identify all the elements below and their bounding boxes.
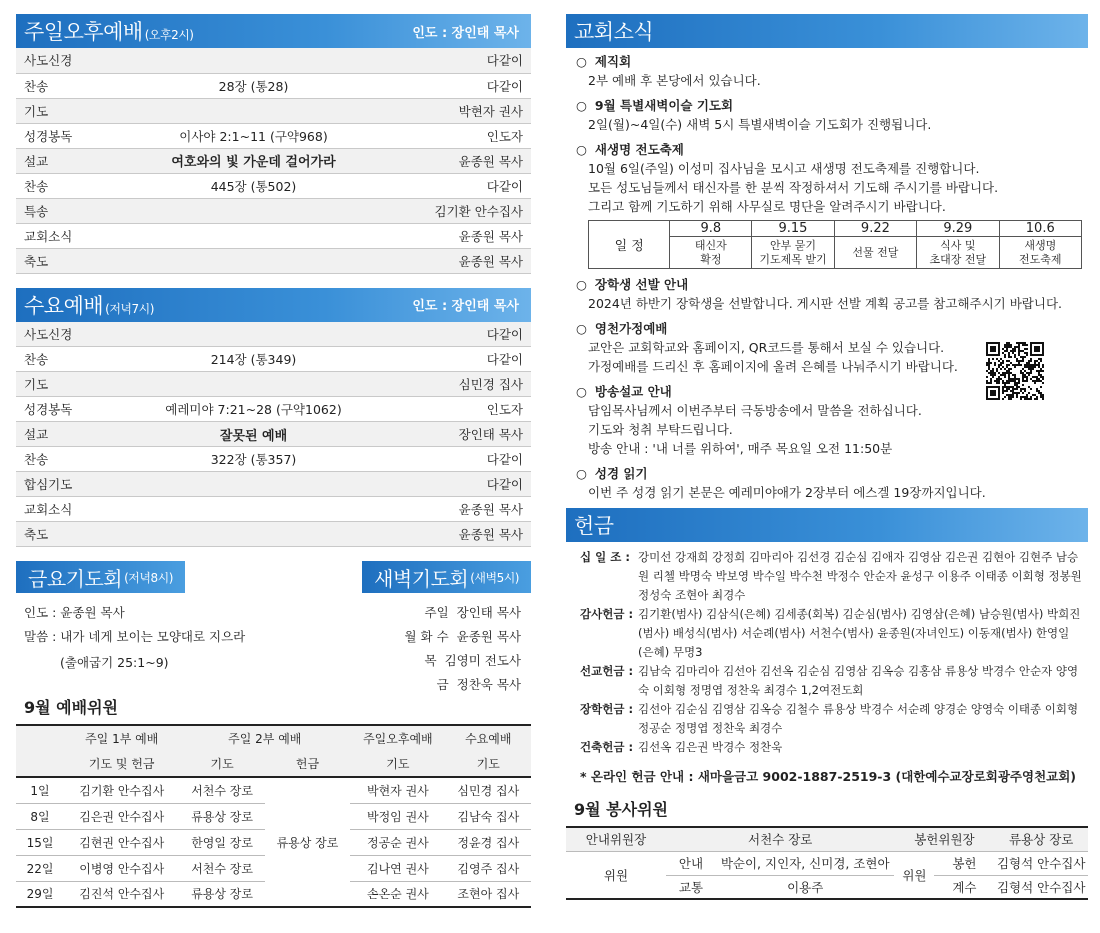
order-item: 성경봉독 bbox=[16, 397, 126, 422]
order-item: 교회소식 bbox=[16, 497, 126, 522]
order-person: 윤종원 목사 bbox=[381, 497, 531, 522]
order-person: 윤종원 목사 bbox=[381, 522, 531, 547]
qr-code-icon[interactable] bbox=[986, 342, 1044, 400]
schedule-label: 일 정 bbox=[589, 221, 670, 269]
offer-head: 봉헌위원장 bbox=[894, 827, 994, 851]
offering-type: 감사헌금 : bbox=[580, 607, 634, 621]
offering-type: 십 일 조 : bbox=[580, 550, 630, 564]
schedule-date: 10.6 bbox=[999, 221, 1081, 237]
offer-chief: 류용상 장로 bbox=[994, 827, 1088, 851]
news-line: 가정예배를 드리신 후 홈페이지에 올려 은혜를 나눠주시기 바랍니다. bbox=[588, 359, 958, 374]
order-row bbox=[16, 422, 531, 447]
order-item: 교회소식 bbox=[16, 223, 126, 248]
order-row bbox=[16, 322, 531, 347]
order-person: 윤종원 목사 bbox=[381, 248, 531, 273]
offering-row bbox=[580, 662, 1082, 700]
order-item: 사도신경 bbox=[16, 322, 126, 347]
col-sunday-2: 주일 2부 예배 bbox=[179, 725, 350, 751]
order-item: 축도 bbox=[16, 522, 126, 547]
staff-cell: 손온순 권사 bbox=[350, 881, 445, 907]
order-person: 다같이 bbox=[381, 173, 531, 198]
offering-row bbox=[580, 548, 1082, 605]
news-item-title: ○ 성경 읽기 bbox=[576, 464, 1082, 483]
member-label: 위원 bbox=[894, 851, 934, 899]
schedule-event: 태신자 확정 bbox=[670, 237, 752, 269]
service-staff-table bbox=[566, 826, 1088, 900]
order-person: 다같이 bbox=[381, 472, 531, 497]
schedule-date: 9.29 bbox=[917, 221, 999, 237]
staff-cell: 심민경 집사 bbox=[446, 777, 531, 803]
news-line: 2024년 하반기 장학생을 선발합니다. 게시판 선발 계획 공고를 참고해주시기 바랍니다. bbox=[588, 296, 1062, 311]
schedule-date: 9.15 bbox=[752, 221, 834, 237]
order-item: 사도신경 bbox=[16, 48, 126, 73]
order-content bbox=[126, 223, 381, 248]
order-item: 찬송 bbox=[16, 447, 126, 472]
order-row bbox=[16, 148, 531, 173]
news-line: 방송 안내 : '내 너를 위하여', 매주 목요일 오전 11:50분 bbox=[588, 441, 893, 456]
order-content: 214장 (통349) bbox=[126, 347, 381, 372]
order-content bbox=[126, 98, 381, 123]
news-line: 모든 성도님들께서 태신자를 한 분씩 작정하셔서 기도해 주시기를 바랍니다. bbox=[588, 180, 999, 195]
staff-cell: 1일 bbox=[16, 777, 64, 803]
worship-staff-title: 9월 예배위원 bbox=[24, 698, 118, 717]
staff-cell: 김영주 집사 bbox=[446, 855, 531, 881]
friday-word: 말씀 : 내가 네게 보이는 모양대로 지으라 bbox=[24, 629, 246, 644]
offering-type: 장학헌금 : bbox=[580, 702, 634, 716]
order-row bbox=[16, 347, 531, 372]
staff-cell: 서천수 장로 bbox=[179, 777, 264, 803]
offer-name: 김형석 안수집사 bbox=[994, 851, 1088, 875]
prayer-headers bbox=[16, 561, 531, 593]
offering-row bbox=[580, 738, 1082, 757]
guide-chief: 서천수 장로 bbox=[666, 827, 894, 851]
schedule-event: 선물 전달 bbox=[834, 237, 916, 269]
staff-cell: 김은권 안수집사 bbox=[64, 803, 179, 829]
order-row bbox=[16, 123, 531, 148]
order-item: 기도 bbox=[16, 98, 126, 123]
order-person: 인도자 bbox=[381, 397, 531, 422]
subhead: 헌금 bbox=[265, 751, 350, 777]
schedule-event: 안부 묻기 기도제목 받기 bbox=[752, 237, 834, 269]
news-line: 기도와 청취 부탁드립니다. bbox=[588, 422, 733, 437]
order-item: 합심기도 bbox=[16, 472, 126, 497]
order-row bbox=[16, 48, 531, 73]
staff-cell: 김나연 권사 bbox=[350, 855, 445, 881]
staff-cell: 한영일 장로 bbox=[179, 829, 264, 855]
order-content bbox=[126, 472, 381, 497]
subhead: 기도 및 헌금 bbox=[64, 751, 179, 777]
order-row bbox=[16, 198, 531, 223]
schedule-event: 식사 및 초대장 전달 bbox=[917, 237, 999, 269]
staff-cell: 22일 bbox=[16, 855, 64, 881]
offering-row bbox=[580, 605, 1082, 662]
news-line: 2일(월)~4일(수) 새벽 5시 특별새벽이슬 기도회가 진행됩니다. bbox=[588, 117, 932, 132]
order-content bbox=[126, 372, 381, 397]
table-row bbox=[16, 777, 531, 803]
order-content: 여호와의 빛 가운데 걸어가라 bbox=[126, 148, 381, 173]
friday-leader: 인도 : 윤종원 목사 bbox=[24, 605, 125, 620]
wednesday-order bbox=[16, 322, 531, 548]
news-list bbox=[566, 48, 1088, 502]
guide-head: 안내위원장 bbox=[566, 827, 666, 851]
traffic-name: 이용주 bbox=[716, 875, 894, 899]
dawn-row: 목 김영미 전도사 bbox=[424, 653, 521, 668]
schedule-date: 9.8 bbox=[670, 221, 752, 237]
order-content: 이사야 2:1~11 (구약968) bbox=[126, 123, 381, 148]
friday-reference: (출애굽기 25:1~9) bbox=[60, 655, 169, 670]
order-content bbox=[126, 48, 381, 73]
news-header bbox=[566, 14, 1088, 48]
offering-names: 김선옥 김은권 박경수 정찬욱 bbox=[638, 740, 783, 754]
news-item-title: ○ 방송설교 안내 bbox=[576, 382, 1082, 401]
staff-cell: 서천수 장로 bbox=[179, 855, 264, 881]
order-row bbox=[16, 98, 531, 123]
order-row bbox=[16, 173, 531, 198]
order-item: 설교 bbox=[16, 422, 126, 447]
order-person: 다같이 bbox=[381, 447, 531, 472]
traffic-label: 교통 bbox=[666, 875, 716, 899]
news-item-title: ○ 영천가정예배 bbox=[576, 319, 1082, 338]
col-wednesday: 수요예배 bbox=[446, 725, 531, 751]
offering-type: 선교헌금 : bbox=[580, 664, 634, 678]
news-item-title: ○ 제직회 bbox=[576, 52, 1082, 71]
order-person: 다같이 bbox=[381, 322, 531, 347]
order-row bbox=[16, 447, 531, 472]
news-item-title: ○ 새생명 전도축제 bbox=[576, 140, 1082, 159]
order-item: 특송 bbox=[16, 198, 126, 223]
offering-names: 강미선 강재희 강정희 김마리아 김선경 김순심 김애자 김영삼 김은권 김현아 김현주 남승원 리첼 박명숙 박보영 박수일 박수천 박정수 안순자 윤성구 이용주 이태종 이회형 정봉원 정성숙 조현아 최경수 bbox=[638, 550, 1082, 602]
prayer-details bbox=[16, 593, 531, 692]
order-item: 찬송 bbox=[16, 173, 126, 198]
staff-cell: 김현권 안수집사 bbox=[64, 829, 179, 855]
order-item: 찬송 bbox=[16, 347, 126, 372]
right-column bbox=[566, 14, 1088, 900]
offer-label: 봉헌 bbox=[934, 851, 994, 875]
offering-names: 김남숙 김마리아 김선아 김선옥 김순심 김영삼 김옥승 김홍삼 류용상 박경수 안순자 양영숙 이회형 정명엽 정찬욱 최경수 1,2여전도회 bbox=[638, 664, 1079, 697]
news-title: 교회소식 bbox=[574, 20, 654, 44]
dawn-row: 월 화 수 윤종원 목사 bbox=[404, 629, 521, 644]
order-row bbox=[16, 73, 531, 98]
sunday-pm-leader: 인도 : 장인태 목사 bbox=[412, 25, 519, 41]
subhead: 기도 bbox=[179, 751, 264, 777]
order-row bbox=[16, 522, 531, 547]
col-sunday-1: 주일 1부 예배 bbox=[64, 725, 179, 751]
friday-title: 금요기도회 (저녁8시) bbox=[16, 561, 185, 593]
staff-cell: 류용상 장로 bbox=[179, 881, 264, 907]
news-line: 이번 주 성경 읽기 본문은 예레미야애가 2장부터 에스겔 19장까지입니다. bbox=[588, 485, 986, 500]
col-sunday-pm: 주일오후예배 bbox=[350, 725, 445, 751]
staff-cell: 박현자 권사 bbox=[350, 777, 445, 803]
staff-cell: 조현아 집사 bbox=[446, 881, 531, 907]
order-item: 설교 bbox=[16, 148, 126, 173]
order-item: 찬송 bbox=[16, 73, 126, 98]
schedule-event: 새생명 전도축제 bbox=[999, 237, 1081, 269]
order-row bbox=[16, 397, 531, 422]
member-label: 위원 bbox=[566, 851, 666, 899]
order-person: 박현자 권사 bbox=[381, 98, 531, 123]
offering-list bbox=[566, 542, 1088, 757]
subhead: 기도 bbox=[350, 751, 445, 777]
sunday-pm-header bbox=[16, 14, 531, 48]
staff-cell: 김기환 안수집사 bbox=[64, 777, 179, 803]
evangelism-schedule bbox=[588, 220, 1082, 269]
order-person: 심민경 집사 bbox=[381, 372, 531, 397]
offering-header bbox=[566, 508, 1088, 542]
order-person: 장인태 목사 bbox=[381, 422, 531, 447]
dawn-row: 금 정찬욱 목사 bbox=[436, 677, 521, 692]
order-person: 윤종원 목사 bbox=[381, 223, 531, 248]
news-item-title: ○ 장학생 선발 안내 bbox=[576, 275, 1082, 294]
offering-type: 건축헌금 : bbox=[580, 740, 634, 754]
wednesday-leader: 인도 : 장인태 목사 bbox=[412, 299, 519, 314]
staff-cell: 15일 bbox=[16, 829, 64, 855]
order-content bbox=[126, 497, 381, 522]
staff-cell: 29일 bbox=[16, 881, 64, 907]
order-row bbox=[16, 497, 531, 522]
news-item bbox=[576, 96, 1082, 134]
order-content: 28장 (통28) bbox=[126, 73, 381, 98]
offering-person: 류용상 장로 bbox=[265, 777, 350, 907]
order-person: 윤종원 목사 bbox=[381, 148, 531, 173]
sunday-pm-title: 주일오후예배 (오후2시) bbox=[24, 20, 194, 44]
staff-cell: 정공순 권사 bbox=[350, 829, 445, 855]
guide-label: 안내 bbox=[666, 851, 716, 875]
order-content: 잘못된 예배 bbox=[126, 422, 381, 447]
order-item: 성경봉독 bbox=[16, 123, 126, 148]
subhead: 기도 bbox=[446, 751, 531, 777]
news-line: 담임목사님께서 이번주부터 극동방송에서 말씀을 전하십니다. bbox=[588, 403, 922, 418]
order-content bbox=[126, 322, 381, 347]
staff-cell: 류용상 장로 bbox=[179, 803, 264, 829]
order-item: 축도 bbox=[16, 248, 126, 273]
staff-cell: 김남숙 집사 bbox=[446, 803, 531, 829]
order-person: 인도자 bbox=[381, 123, 531, 148]
order-content: 예레미야 7:21~28 (구약1062) bbox=[126, 397, 381, 422]
order-person: 다같이 bbox=[381, 48, 531, 73]
guide-names: 박순이, 지인자, 신미경, 조현아 bbox=[716, 851, 894, 875]
offering-names: 김선아 김순심 김영삼 김옥승 김철수 류용상 박경수 서순례 양경순 양영숙 이태종 이회형 정공순 정명엽 정찬욱 최경수 bbox=[638, 702, 1079, 735]
news-item bbox=[576, 140, 1082, 269]
wednesday-title: 수요예배 (저녁7시) bbox=[24, 293, 154, 318]
news-line: 교안은 교회학교와 홈페이지, QR코드를 통해서 보실 수 있습니다. bbox=[588, 340, 945, 355]
news-line: 10월 6일(주일) 이성미 집사님을 모시고 새생명 전도축제를 진행합니다. bbox=[588, 161, 980, 176]
online-offering-note: * 온라인 헌금 안내 : 새마을금고 9002-1887-2519-3 (대한예수교장로회광주영천교회) bbox=[580, 769, 1077, 784]
order-content bbox=[126, 248, 381, 273]
order-content: 445장 (통502) bbox=[126, 173, 381, 198]
worship-staff-table bbox=[16, 724, 531, 908]
news-line: 2부 예배 후 본당에서 있습니다. bbox=[588, 73, 761, 88]
staff-cell: 8일 bbox=[16, 803, 64, 829]
staff-cell: 박정임 권사 bbox=[350, 803, 445, 829]
order-person: 다같이 bbox=[381, 73, 531, 98]
order-content: 322장 (통357) bbox=[126, 447, 381, 472]
schedule-date: 9.22 bbox=[834, 221, 916, 237]
order-content bbox=[126, 522, 381, 547]
staff-cell: 이병영 안수집사 bbox=[64, 855, 179, 881]
order-person: 김기환 안수집사 bbox=[381, 198, 531, 223]
order-content bbox=[126, 198, 381, 223]
offering-names: 김기환(범사) 김삼식(은혜) 김세종(회복) 김순심(범사) 김영삼(은혜) 남승원(범사) 박희진(범사) 배성식(범사) 서순례(범사) 서천수(범사) 윤종원(자녀인도) 이동재(범사) 한영일(은혜) 무명3 bbox=[638, 607, 1081, 659]
news-item bbox=[576, 52, 1082, 90]
news-item bbox=[576, 275, 1082, 313]
news-line: 그리고 함께 기도하기 위해 사무실로 명단을 알려주시기 바랍니다. bbox=[588, 199, 946, 214]
offering-title: 헌금 bbox=[574, 514, 614, 538]
news-item bbox=[576, 464, 1082, 502]
order-item: 기도 bbox=[16, 372, 126, 397]
count-label: 계수 bbox=[934, 875, 994, 899]
offering-row bbox=[580, 700, 1082, 738]
order-row bbox=[16, 248, 531, 273]
news-item-title: ○ 9월 특별새벽이슬 기도회 bbox=[576, 96, 1082, 115]
order-person: 다같이 bbox=[381, 347, 531, 372]
sunday-pm-order bbox=[16, 48, 531, 274]
dawn-row: 주일 장인태 목사 bbox=[424, 605, 521, 620]
wednesday-header bbox=[16, 288, 531, 322]
count-name: 김형석 안수집사 bbox=[994, 875, 1088, 899]
order-row bbox=[16, 372, 531, 397]
dawn-title: 새벽기도회 (새벽5시) bbox=[362, 561, 531, 593]
left-column bbox=[16, 14, 531, 908]
order-row bbox=[16, 472, 531, 497]
service-staff-title: 9월 봉사위원 bbox=[574, 800, 668, 819]
staff-cell: 정윤경 집사 bbox=[446, 829, 531, 855]
order-row bbox=[16, 223, 531, 248]
staff-cell: 김진석 안수집사 bbox=[64, 881, 179, 907]
